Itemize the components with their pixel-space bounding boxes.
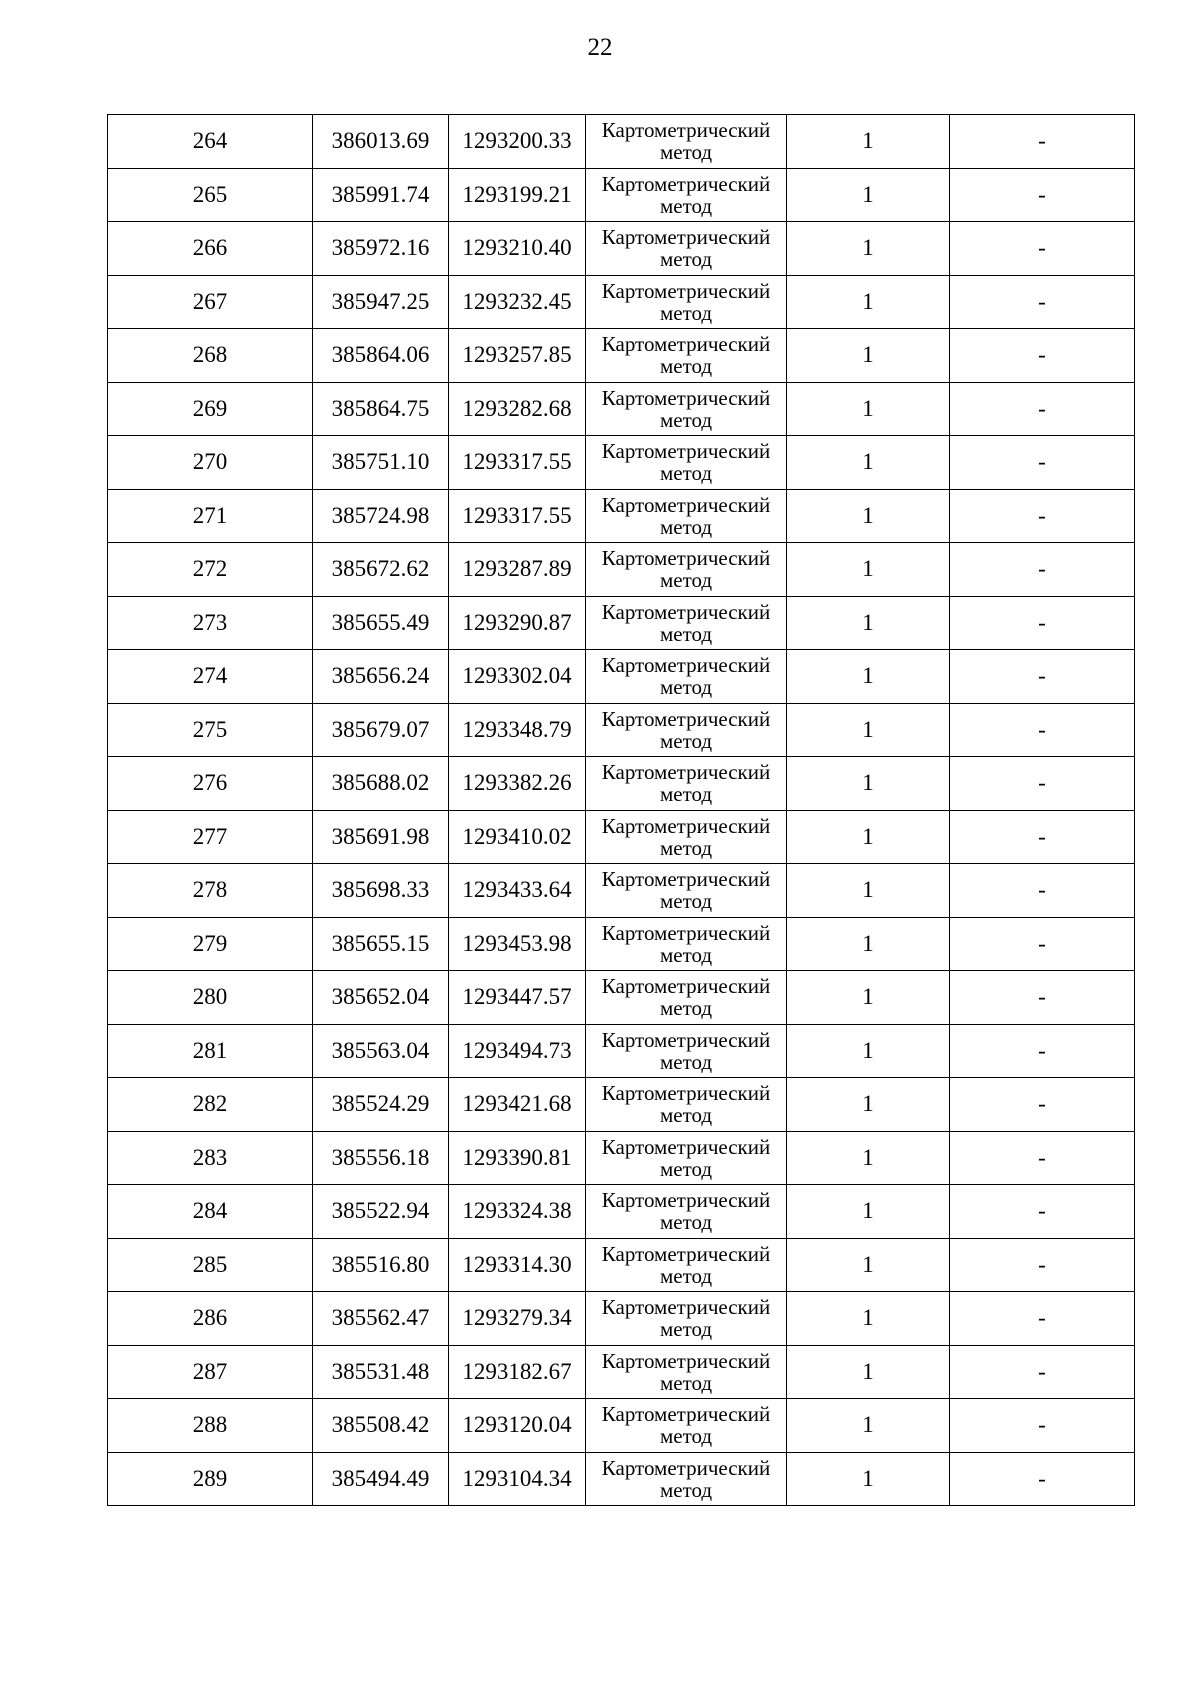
point-number-cell: 266	[108, 222, 313, 276]
method-cell	[586, 543, 787, 597]
method-line-2: метод	[659, 193, 713, 218]
accuracy-cell: 1	[787, 1292, 950, 1346]
method-line-2: метод	[659, 354, 713, 379]
accuracy-cell: 1	[787, 489, 950, 543]
accuracy-cell: 1	[787, 168, 950, 222]
table-row	[108, 650, 1135, 704]
method-line-1: Картометрический	[601, 1027, 771, 1052]
table-row	[108, 382, 1135, 436]
point-number-cell: 281	[108, 1024, 313, 1078]
method-cell	[586, 489, 787, 543]
accuracy-cell: 1	[787, 757, 950, 811]
point-number-cell: 268	[108, 329, 313, 383]
point-number-cell: 279	[108, 917, 313, 971]
accuracy-cell: 1	[787, 810, 950, 864]
accuracy-cell: 1	[787, 1452, 950, 1506]
method-cell	[586, 1078, 787, 1132]
method-cell	[586, 757, 787, 811]
method-line-1: Картометрический	[601, 1455, 771, 1480]
note-cell: -	[950, 810, 1135, 864]
point-number-cell: 272	[108, 543, 313, 597]
accuracy-cell: 1	[787, 1078, 950, 1132]
note-cell: -	[950, 757, 1135, 811]
accuracy-cell: 1	[787, 1131, 950, 1185]
method-line-2: метод	[659, 247, 713, 272]
x-coordinate-cell: 385864.06	[313, 329, 449, 383]
x-coordinate-cell: 385698.33	[313, 864, 449, 918]
point-number-cell: 287	[108, 1345, 313, 1399]
x-coordinate-cell: 385691.98	[313, 810, 449, 864]
x-coordinate-cell: 385524.29	[313, 1078, 449, 1132]
point-number-cell: 283	[108, 1131, 313, 1185]
method-line-1: Картометрический	[601, 920, 771, 945]
method-line-2: метод	[659, 728, 713, 753]
point-number-cell: 285	[108, 1238, 313, 1292]
point-number-cell: 289	[108, 1452, 313, 1506]
method-cell	[586, 329, 787, 383]
x-coordinate-cell: 385494.49	[313, 1452, 449, 1506]
note-cell: -	[950, 971, 1135, 1025]
method-line-2: метод	[659, 1477, 713, 1502]
table-row	[108, 757, 1135, 811]
table-row	[108, 1452, 1135, 1506]
y-coordinate-cell: 1293314.30	[449, 1238, 586, 1292]
table-row	[108, 275, 1135, 329]
accuracy-cell: 1	[787, 436, 950, 490]
method-cell	[586, 436, 787, 490]
method-line-2: метод	[659, 1210, 713, 1235]
point-number-cell: 286	[108, 1292, 313, 1346]
method-cell	[586, 1185, 787, 1239]
method-cell	[586, 168, 787, 222]
accuracy-cell: 1	[787, 971, 950, 1025]
y-coordinate-cell: 1293199.21	[449, 168, 586, 222]
method-line-1: Картометрический	[601, 385, 771, 410]
y-coordinate-cell: 1293210.40	[449, 222, 586, 276]
method-line-2: метод	[659, 1156, 713, 1181]
table-row	[108, 1131, 1135, 1185]
table-row	[108, 1292, 1135, 1346]
note-cell: -	[950, 703, 1135, 757]
x-coordinate-cell: 385688.02	[313, 757, 449, 811]
x-coordinate-cell: 385508.42	[313, 1399, 449, 1453]
table-row	[108, 543, 1135, 597]
y-coordinate-cell: 1293494.73	[449, 1024, 586, 1078]
y-coordinate-cell: 1293104.34	[449, 1452, 586, 1506]
method-line-1: Картометрический	[601, 653, 771, 678]
method-line-2: метод	[659, 1049, 713, 1074]
method-line-1: Картометрический	[601, 706, 771, 731]
note-cell: -	[950, 1238, 1135, 1292]
table-row	[108, 810, 1135, 864]
accuracy-cell: 1	[787, 115, 950, 169]
accuracy-cell: 1	[787, 1185, 950, 1239]
y-coordinate-cell: 1293287.89	[449, 543, 586, 597]
method-line-2: метод	[659, 835, 713, 860]
method-line-2: метод	[659, 675, 713, 700]
y-coordinate-cell: 1293433.64	[449, 864, 586, 918]
y-coordinate-cell: 1293279.34	[449, 1292, 586, 1346]
accuracy-cell: 1	[787, 329, 950, 383]
coordinates-table-body	[108, 115, 1135, 1506]
note-cell: -	[950, 168, 1135, 222]
method-line-1: Картометрический	[601, 760, 771, 785]
method-line-2: метод	[659, 407, 713, 432]
table-row	[108, 115, 1135, 169]
method-line-1: Картометрический	[601, 278, 771, 303]
method-line-1: Картометрический	[601, 1188, 771, 1213]
method-cell	[586, 810, 787, 864]
method-line-2: метод	[659, 1263, 713, 1288]
point-number-cell: 271	[108, 489, 313, 543]
table-row	[108, 168, 1135, 222]
note-cell: -	[950, 489, 1135, 543]
method-line-2: метод	[659, 514, 713, 539]
accuracy-cell: 1	[787, 275, 950, 329]
method-cell	[586, 1399, 787, 1453]
method-cell	[586, 917, 787, 971]
y-coordinate-cell: 1293120.04	[449, 1399, 586, 1453]
method-line-2: метод	[659, 140, 713, 165]
point-number-cell: 269	[108, 382, 313, 436]
coordinates-table	[107, 114, 1135, 1506]
note-cell: -	[950, 222, 1135, 276]
accuracy-cell: 1	[787, 650, 950, 704]
table-row	[108, 1399, 1135, 1453]
method-cell	[586, 222, 787, 276]
y-coordinate-cell: 1293317.55	[449, 436, 586, 490]
accuracy-cell: 1	[787, 1024, 950, 1078]
method-line-1: Картометрический	[601, 118, 771, 143]
point-number-cell: 282	[108, 1078, 313, 1132]
method-line-2: метод	[659, 942, 713, 967]
method-line-2: метод	[659, 1424, 713, 1449]
y-coordinate-cell: 1293200.33	[449, 115, 586, 169]
x-coordinate-cell: 385672.62	[313, 543, 449, 597]
method-line-2: метод	[659, 1317, 713, 1342]
y-coordinate-cell: 1293390.81	[449, 1131, 586, 1185]
method-cell	[586, 1345, 787, 1399]
accuracy-cell: 1	[787, 1238, 950, 1292]
method-cell	[586, 1131, 787, 1185]
method-line-1: Картометрический	[601, 1134, 771, 1159]
point-number-cell: 267	[108, 275, 313, 329]
x-coordinate-cell: 385652.04	[313, 971, 449, 1025]
accuracy-cell: 1	[787, 543, 950, 597]
method-cell	[586, 275, 787, 329]
table-row	[108, 971, 1135, 1025]
y-coordinate-cell: 1293382.26	[449, 757, 586, 811]
note-cell: -	[950, 436, 1135, 490]
table-row	[108, 1345, 1135, 1399]
note-cell: -	[950, 543, 1135, 597]
note-cell: -	[950, 1452, 1135, 1506]
y-coordinate-cell: 1293348.79	[449, 703, 586, 757]
table-row	[108, 917, 1135, 971]
y-coordinate-cell: 1293257.85	[449, 329, 586, 383]
y-coordinate-cell: 1293302.04	[449, 650, 586, 704]
x-coordinate-cell: 385864.75	[313, 382, 449, 436]
x-coordinate-cell: 385655.49	[313, 596, 449, 650]
point-number-cell: 288	[108, 1399, 313, 1453]
x-coordinate-cell: 386013.69	[313, 115, 449, 169]
x-coordinate-cell: 385522.94	[313, 1185, 449, 1239]
note-cell: -	[950, 917, 1135, 971]
method-line-1: Картометрический	[601, 813, 771, 838]
page-number: 22	[587, 34, 613, 61]
y-coordinate-cell: 1293232.45	[449, 275, 586, 329]
note-cell: -	[950, 1292, 1135, 1346]
point-number-cell: 273	[108, 596, 313, 650]
method-line-1: Картометрический	[601, 546, 771, 571]
method-line-2: метод	[659, 300, 713, 325]
point-number-cell: 277	[108, 810, 313, 864]
method-line-2: метод	[659, 621, 713, 646]
y-coordinate-cell: 1293290.87	[449, 596, 586, 650]
method-line-2: метод	[659, 1370, 713, 1395]
note-cell: -	[950, 329, 1135, 383]
y-coordinate-cell: 1293453.98	[449, 917, 586, 971]
y-coordinate-cell: 1293410.02	[449, 810, 586, 864]
note-cell: -	[950, 275, 1135, 329]
table-row	[108, 703, 1135, 757]
point-number-cell: 274	[108, 650, 313, 704]
method-cell	[586, 650, 787, 704]
method-line-1: Картометрический	[601, 1241, 771, 1266]
method-line-2: метод	[659, 889, 713, 914]
y-coordinate-cell: 1293447.57	[449, 971, 586, 1025]
method-cell	[586, 1024, 787, 1078]
table-row	[108, 1024, 1135, 1078]
accuracy-cell: 1	[787, 222, 950, 276]
method-line-1: Картометрический	[601, 171, 771, 196]
method-cell	[586, 864, 787, 918]
point-number-cell: 280	[108, 971, 313, 1025]
accuracy-cell: 1	[787, 382, 950, 436]
point-number-cell: 284	[108, 1185, 313, 1239]
y-coordinate-cell: 1293421.68	[449, 1078, 586, 1132]
method-line-2: метод	[659, 1103, 713, 1128]
note-cell: -	[950, 864, 1135, 918]
y-coordinate-cell: 1293282.68	[449, 382, 586, 436]
method-line-2: метод	[659, 568, 713, 593]
x-coordinate-cell: 385516.80	[313, 1238, 449, 1292]
x-coordinate-cell: 385655.15	[313, 917, 449, 971]
table-row	[108, 1078, 1135, 1132]
x-coordinate-cell: 385563.04	[313, 1024, 449, 1078]
x-coordinate-cell: 385991.74	[313, 168, 449, 222]
method-cell	[586, 382, 787, 436]
point-number-cell: 275	[108, 703, 313, 757]
x-coordinate-cell: 385531.48	[313, 1345, 449, 1399]
table-row	[108, 329, 1135, 383]
method-cell	[586, 596, 787, 650]
point-number-cell: 265	[108, 168, 313, 222]
accuracy-cell: 1	[787, 917, 950, 971]
method-cell	[586, 1292, 787, 1346]
method-line-1: Картометрический	[601, 974, 771, 999]
x-coordinate-cell: 385562.47	[313, 1292, 449, 1346]
note-cell: -	[950, 115, 1135, 169]
accuracy-cell: 1	[787, 1399, 950, 1453]
accuracy-cell: 1	[787, 596, 950, 650]
point-number-cell: 276	[108, 757, 313, 811]
method-line-1: Картометрический	[601, 332, 771, 357]
method-line-1: Картометрический	[601, 599, 771, 624]
method-line-1: Картометрический	[601, 439, 771, 464]
x-coordinate-cell: 385972.16	[313, 222, 449, 276]
method-line-1: Картометрический	[601, 1081, 771, 1106]
method-line-1: Картометрический	[601, 1402, 771, 1427]
point-number-cell: 264	[108, 115, 313, 169]
accuracy-cell: 1	[787, 703, 950, 757]
method-cell	[586, 1238, 787, 1292]
method-line-1: Картометрический	[601, 225, 771, 250]
note-cell: -	[950, 1185, 1135, 1239]
note-cell: -	[950, 650, 1135, 704]
accuracy-cell: 1	[787, 864, 950, 918]
method-cell	[586, 971, 787, 1025]
method-cell	[586, 703, 787, 757]
method-line-1: Картометрический	[601, 867, 771, 892]
y-coordinate-cell: 1293182.67	[449, 1345, 586, 1399]
x-coordinate-cell: 385751.10	[313, 436, 449, 490]
x-coordinate-cell: 385656.24	[313, 650, 449, 704]
note-cell: -	[950, 1131, 1135, 1185]
method-line-2: метод	[659, 782, 713, 807]
table-row	[108, 1185, 1135, 1239]
y-coordinate-cell: 1293317.55	[449, 489, 586, 543]
table-row	[108, 222, 1135, 276]
note-cell: -	[950, 1345, 1135, 1399]
method-line-2: метод	[659, 461, 713, 486]
table-row	[108, 596, 1135, 650]
table-row	[108, 489, 1135, 543]
point-number-cell: 278	[108, 864, 313, 918]
table-row	[108, 864, 1135, 918]
x-coordinate-cell: 385947.25	[313, 275, 449, 329]
y-coordinate-cell: 1293324.38	[449, 1185, 586, 1239]
note-cell: -	[950, 1024, 1135, 1078]
method-line-2: метод	[659, 996, 713, 1021]
note-cell: -	[950, 596, 1135, 650]
method-line-1: Картометрический	[601, 492, 771, 517]
note-cell: -	[950, 1399, 1135, 1453]
x-coordinate-cell: 385679.07	[313, 703, 449, 757]
x-coordinate-cell: 385724.98	[313, 489, 449, 543]
method-cell	[586, 1452, 787, 1506]
method-line-1: Картометрический	[601, 1348, 771, 1373]
method-line-1: Картометрический	[601, 1295, 771, 1320]
table-row	[108, 1238, 1135, 1292]
note-cell: -	[950, 382, 1135, 436]
method-cell	[586, 115, 787, 169]
point-number-cell: 270	[108, 436, 313, 490]
accuracy-cell: 1	[787, 1345, 950, 1399]
table-row	[108, 436, 1135, 490]
x-coordinate-cell: 385556.18	[313, 1131, 449, 1185]
note-cell: -	[950, 1078, 1135, 1132]
